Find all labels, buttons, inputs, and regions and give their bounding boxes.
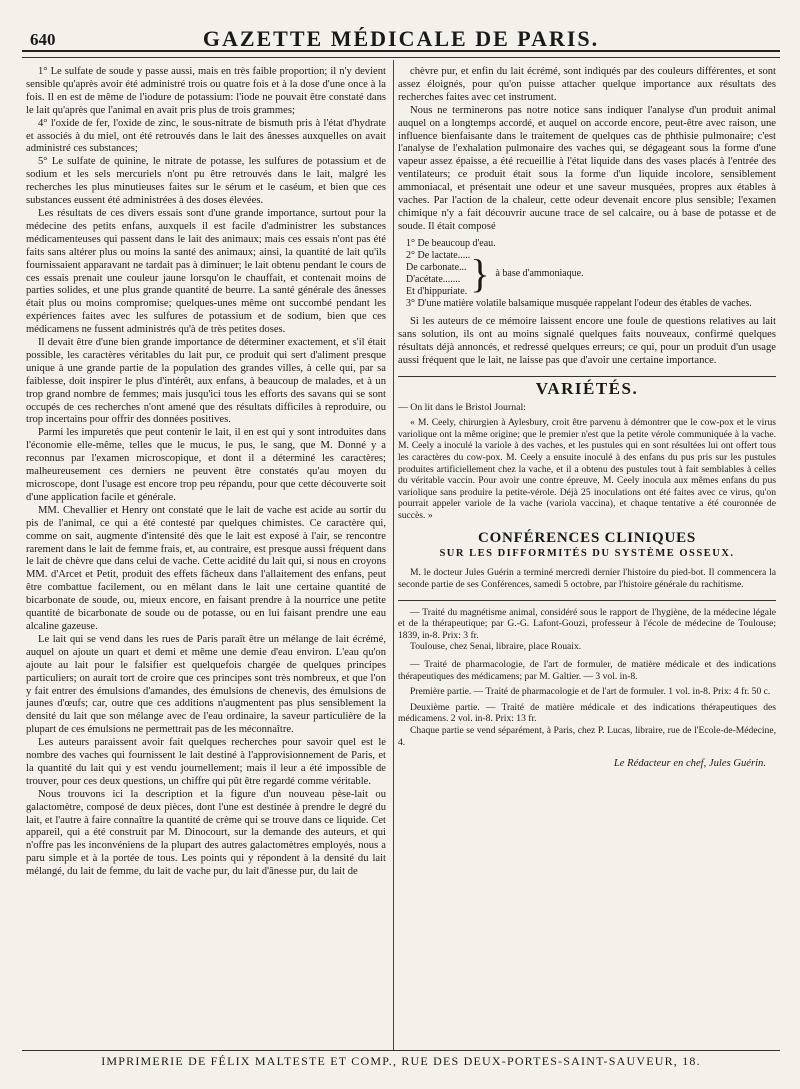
paragraph: Nous trouvons ici la description et la figure d'un nouveau pèse-lait ou galactomètre, composé de deux pièces, dont l'une est destinée à prendre le degré du lait, et l'autre à faire connaître la quantité de crème qui se trouve dans ce liquide. Cet appareil, qui a été construit par M. Dinocourt, sur la demande des auteurs, et qui n'offre pas les inconvéniens de la plupart des autres galactomètres employés, nous a paru simple et à la portée de tous. Les points qui y répondent à la densité du lait mélangé, du lait de femme, du lait de vache pur, du lait d'ânesse pur, du lait de — [26, 788, 386, 878]
composition-item: 2° De lactate..... — [406, 249, 471, 261]
brace-label: à base d'ammoniaque. — [495, 267, 584, 279]
varietes-heading: VARIÉTÉS. — [535, 379, 639, 399]
composition-item: 1° De beaucoup d'eau. — [406, 237, 496, 249]
book-notice: Première partie. — Traité de pharmacologie et de l'art de formuler. 1 vol. in-8. Prix: 4 fr. 50 c. — [410, 686, 771, 698]
brace-symbol: } — [470, 250, 490, 296]
paragraph: 1° Le sulfate de soude y passe aussi, mais en très faible proportion; il n'y devient sensible qu'après avoir été administré trois ou quatre fois et à la dose d'une once à la fois. Il en est de même de l'iodure de potassium: l'iode ne pouvait être constaté dans le lait qu'après que l'animal en avait pris plus de trois grammes; — [26, 66, 386, 116]
composition-item: De carbonate... — [406, 261, 467, 273]
column-divider — [393, 60, 394, 1050]
paragraph: Les auteurs paraissent avoir fait quelques recherches pour savoir quel est le nombre des vaches qui fournissent le lait destiné à l'approvisionnement de Paris, et la quantité du lait qui y est vendu journellement; mais il leur a été impossible de trouver, pour ces deux questions, un chiffre qui pût être regardé comme véritable. — [26, 737, 386, 787]
book-notice: Chaque partie se vend séparément, à Paris, chez P. Lucas, libraire, rue de l'Ecole-de-Médecine, 4. — [398, 724, 776, 748]
printer-imprint: IMPRIMERIE DE FÉLIX MALTESTE ET COMP., RUE DES DEUX-PORTES-SAINT-SAUVEUR, 18. — [101, 1054, 701, 1068]
paragraph: Parmi les impuretés que peut contenir le lait, il en est qui y sont introduites dans l'économie elle-même, telles que le mucus, le pus, le sang, que M. Donné y a reconnus par l'examen microscopique, et dont il a déterminé les caractères; malheureusement ces derniers ne peuvent être constatés qu'au moyen du microscope, dont l'usage est encore trop peu répandu, pour que cette découverte soit d'une application facile et générale. — [26, 427, 386, 503]
footer-rule — [22, 1050, 780, 1051]
page-number: 640 — [30, 30, 56, 49]
book-notice: — Traité de pharmacologie, de l'art de formuler, de matière médicale et des indications thérapeutiques des médicamens; par M. Galtier. — 3 vol. in-8. — [398, 658, 776, 682]
varietes-body: « M. Ceely, chirurgien à Aylesbury, croit être parvenu à démontrer que le cow-pox et le virus variolique ont la même origine; que le premier n'est que la petite vérole communiquée à la vache. M. Ceely a inoculé la variole à des vaches, et les pustules qui en sont résultées lui ont offert tous les caractères du cow-pox. M. Ceely a ensuite inoculé à des enfans du pus pris sur les pustules produites artificiellement chez la vache, et il a obtenu des pustules tout à fait semblables à celles du véritable vaccin. Pour avoir une contre épreuve, M. Ceely inocula aux mêmes enfans du pus variolique sans produire la petite-vérole. Déjà 25 inoculations ont été faites avec ce virus, qu'on pourrait appeler variole de la vache (variola vaccina), et chaque tentative a été couronnée de succès. » — [398, 417, 776, 521]
composition-brace-group — [406, 250, 776, 298]
editor-signature: Le Rédacteur en chef, Jules Guérin. — [613, 758, 766, 770]
paragraph: chèvre pur, et enfin du lait écrémé, sont indiqués par des couleurs différentes, et sont assez éloignés, pour qu'on puisse attacher quelque importance aux résultats des recherches faites avec cet instrument. — [398, 66, 776, 103]
book-notice: Toulouse, chez Senai, libraire, place Rouaix. — [410, 641, 582, 653]
paragraph: 5° Le sulfate de quinine, le nitrate de potasse, les sulfures de potassium et de sodium et les sels mercuriels n'ont pu être retrouvés dans le lait, malgré les recherches les plus minutieuses faites sur le sérum et le caséum, et bien que ces substances eussent été administrées à des doses élevées. — [26, 156, 386, 207]
paragraph: MM. Chevallier et Henry ont constaté que le lait de vache est acide au sortir du pis de l'animal, ce qui a été contesté par quelques chimistes. Ce caractère qui, comme on sait, augmente d'intensité dès que le lait est exposé à l'air, se rencontre rarement dans le lait de femme frais, et, au contraire, est presque aussi fréquent dans le lait de chèvre que dans celui de vache. Cette acidité du lait qui, si nous en croyons MM. d'Arcet et Petit, produit des effets fâcheux dans l'allaitement des enfans, peut être combattue facilement, ou en mêlant dans le lait une certaine quantité de bicarbonate de soude, ou, mieux encore, en faisant prendre à la nourrice une petite quantité de bicarbonate de soude ou de potasse, ou en lui faisant prendre une eau alcaline gazeuse. — [26, 504, 386, 632]
conferences-subheading: SUR LES DIFFORMITÉS DU SYSTÈME OSSEUX. — [439, 548, 735, 560]
left-column — [26, 66, 386, 879]
paragraph: Le lait qui se vend dans les rues de Paris paraît être un mélange de lait écrémé, auquel on ajoute un quart et demi et même une demie d'eau environ. L'eau qu'on ajoute au lait pour le falsifier est quelquefois chargée de quelques principes particuliers; on aurait tort de croire que ces principes sont très nombreux, et que l'on y fait entrer des émulsions d'amandes, des émulsions de chenevis, des émulsions de jaunes d'œufs; car, outre que ces additions n'augmentent pas plus sensiblement la densité du lait que son mélange avec de l'eau ordinaire, la saveur particulière de la plupart de ces émulsions ne permettrait pas de les méconnaître. — [26, 633, 386, 736]
conferences-body: M. le docteur Jules Guérin a terminé mercredi dernier l'histoire du pied-bot. Il commencera la seconde partie de ses Conférences, samedi 5 octobre, par l'histoire générale du rachitisme. — [398, 567, 776, 590]
composition-item: D'acétate....... — [406, 273, 461, 285]
paragraph: Nous ne terminerons pas notre notice sans indiquer l'analyse d'un produit animal auquel on a longtemps accordé, et auquel on accorde encore, peut-être avec raison, une influence bienfaisante dans le traitement de quelques cas de phthisie pulmonaire; c'est l'analyse de l'exhalation pulmonaire des vaches qui, se dégageant sous la forme d'une vapeur assez épaisse, a été recueillie à l'état liquide dans des vases placés à l'entrée des ventilateurs; ce produit était sous la forme d'un liquide incolore, sensiblement ammoniacal, et présentait une odeur et une saveur musquées, propres aux étables à vaches. Par l'action de la chaleur, cette odeur devenait encore plus sensible; l'examen chimique n'y a fait découvrir aucune trace de sel calcaire, ou à base de potasse et de soude. Il était composé — [398, 104, 776, 232]
journal-title: GAZETTE MÉDICALE DE PARIS. — [202, 26, 600, 51]
paragraph: Il devait être d'une bien grande importance de déterminer exactement, et s'il était possible, les caractères véritables du lait pur, ce produit qui sert d'aliment presque unique à une grande partie de la population des grandes villes, à celle qui, par sa faiblesse, doit inspirer le plus d'intérêt, aux enfans, à beaucoup de malades, et à un trop grand nombre de femmes; mais jusqu'ici tous les efforts des savans qui se sont occupés de ces recherches n'ont amené que des résultats difficiles à reproduire, ou trop incertains pour offrir des données positives. — [26, 337, 386, 426]
section-separator — [398, 600, 776, 601]
conferences-heading: CONFÉRENCES CLINIQUES — [477, 529, 697, 546]
composition-list — [406, 238, 776, 310]
page-header — [22, 24, 780, 52]
book-notice: Deuxième partie. — Traité de matière médicale et des indications thérapeutiques des médicamens. 2 vol. in-8. Prix: 13 fr. — [398, 701, 776, 725]
varietes-lead: — On lit dans le Bristol Journal: — [398, 402, 526, 414]
header-rule — [22, 57, 780, 58]
book-notice: — Traité du magnétisme animal, considéré sous le rapport de l'hygiène, de la médecine légale et de la thérapeutique; par G.-G. Lafont-Gouzi, professeur à l'école de médecine de Toulouse; 1839, in-8. Prix: 3 fr. — [398, 606, 776, 641]
right-column — [398, 66, 776, 771]
composition-brace-items — [406, 250, 470, 298]
composition-item: Et d'hippuriate. — [406, 285, 468, 297]
paragraph: Les résultats de ces divers essais sont d'une grande importance, surtout pour la médecine des petits enfans, auxquels il est facile d'administrer les substances médicamenteuses qui passent dans le lait des animaux; mais ces essais n'ont pas été faits sans altérer plus ou moins la santé des animaux; ainsi, la quantité de lait qu'ils fournissaient apparavant ne tardait pas à diminuer; le lait obtenu pendant le cours de ces essais prenait une couleur jaune lorsqu'on le chauffait, et contenait moins de parties solides, et une plus grande quantité de beurre. La santé générale des ânesses était plus ou moins compromise; quelques-unes même ont succombé pendant les expériences faites avec les sulfures de potassium et de sodium, bien que ces médicamens ne fussent administrés qu'à de très petites doses. — [26, 207, 386, 336]
section-separator — [398, 376, 776, 377]
paragraph: 4° l'oxide de fer, l'oxide de zinc, le sous-nitrate de bismuth pris à l'état d'hydrate et associés à du miel, ont été retrouvés dans le lait des ânesses auxquelles on avait administré ces substances; — [26, 117, 386, 155]
paragraph: Si les auteurs de ce mémoire laissent encore une foule de questions relatives au lait sans solution, ils ont au moins signalé quelques faits nouveaux, confirmé quelques résultats déjà annoncés, et redressé quelques erreurs; ce qui, pour un produit d'un usage aussi fréquent que le lait, ne laisse pas que d'avoir une certaine importance. — [398, 315, 776, 366]
composition-item: 3° D'une matière volatile balsamique musquée rappelant l'odeur des étables de vaches. — [406, 297, 752, 309]
